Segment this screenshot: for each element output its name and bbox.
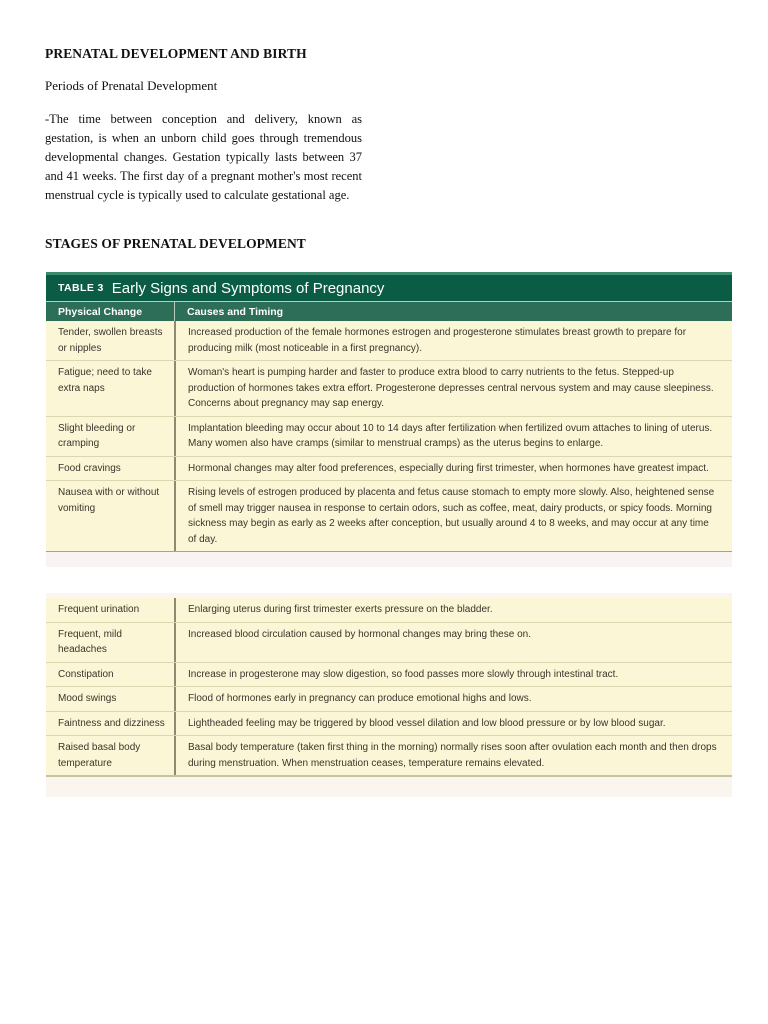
stages-heading: STAGES OF PRENATAL DEVELOPMENT bbox=[45, 236, 306, 251]
physical-change-cell: Food cravings bbox=[58, 462, 121, 474]
causes-timing-cell: Flood of hormones early in pregnancy can produce emotional highs and lows. bbox=[174, 687, 732, 711]
causes-timing-cell: Rising levels of estrogen produced by placenta and fetus cause stomach to empty more slowly. Also, heightened sense of smell may trigger nausea in response to certain odors, such as coffee, meat, dairy products, or spicy foods. Morning sickness may begin as early as 2 weeks after conception, but usually around 4 to 8 weeks, and may occur at any time of day. bbox=[174, 481, 732, 551]
table-row bbox=[46, 360, 732, 416]
table-row bbox=[46, 686, 732, 711]
physical-change-cell: Frequent urination bbox=[58, 604, 140, 615]
physical-change-cell: Frequent, mild headaches bbox=[58, 628, 122, 655]
physical-change-cell: Nausea with or without vomiting bbox=[58, 487, 160, 514]
physical-change-cell: Fatigue; need to take extra naps bbox=[58, 367, 152, 394]
physical-change-cell: Faintness and dizziness bbox=[58, 717, 165, 729]
table-row bbox=[46, 416, 732, 456]
causes-timing-cell: Woman's heart is pumping harder and faster to produce extra blood to carry nutrients to the fetus. Stepped-up production of hormones takes extra effort. Progesterone depresses central nervous system and may cause sleepiness. Concerns about pregnancy may sap energy. bbox=[174, 361, 732, 416]
table-body-part2 bbox=[46, 598, 732, 777]
table-footer-strip bbox=[46, 552, 732, 567]
table-row bbox=[46, 321, 732, 360]
pregnancy-symptoms-table-continued bbox=[46, 593, 732, 797]
pregnancy-symptoms-table bbox=[46, 272, 732, 567]
table-row bbox=[46, 735, 732, 775]
table-body-part1 bbox=[46, 321, 732, 552]
table-row bbox=[46, 480, 732, 551]
physical-change-cell: Tender, swollen breasts or nipples bbox=[58, 327, 163, 354]
causes-timing-cell: Increased blood circulation caused by hormonal changes may bring these on. bbox=[174, 623, 732, 662]
causes-timing-cell: Basal body temperature (taken first thing in the morning) normally rises soon after ovulation each month and then drops during menstruation. When menstruation ceases, temperature remains elevated. bbox=[174, 736, 732, 775]
table-title: Early Signs and Symptoms of Pregnancy bbox=[111, 279, 385, 297]
table-row bbox=[46, 662, 732, 687]
table-row bbox=[46, 622, 732, 662]
header-physical-change: Physical Change bbox=[58, 305, 143, 318]
table-row bbox=[46, 456, 732, 481]
physical-change-cell: Slight bleeding or cramping bbox=[58, 422, 136, 449]
table-number: TABLE 3 bbox=[58, 282, 104, 294]
causes-timing-cell: Increased production of the female hormones estrogen and progesterone stimulates breast growth to prepare for producing milk (most noticeable in a first pregnancy). bbox=[174, 321, 732, 360]
table-title-bar bbox=[46, 272, 732, 301]
gestation-paragraph: -The time between conception and delivery, known as gestation, is when an unborn child goes through tremendous developmental changes. Gestation typically lasts between 37 and 41 weeks. The first day of a pregnant mother's most recent menstrual cycle is typically used to calculate gestational age. bbox=[45, 112, 362, 202]
physical-change-cell: Mood swings bbox=[58, 693, 117, 704]
header-causes-timing: Causes and Timing bbox=[174, 302, 732, 321]
causes-timing-cell: Implantation bleeding may occur about 10 to 14 days after fertilization when fertilized ovum attaches to lining of uterus. Many women also have cramps (similar to menstrual cramps) as the uterus begins to enlarge. bbox=[174, 417, 732, 456]
causes-timing-cell: Enlarging uterus during first trimester exerts pressure on the bladder. bbox=[174, 598, 732, 622]
table-row bbox=[46, 598, 732, 622]
section-subheading: Periods of Prenatal Development bbox=[45, 78, 218, 93]
document-title: PRENATAL DEVELOPMENT AND BIRTH bbox=[45, 46, 307, 61]
causes-timing-cell: Hormonal changes may alter food preferences, especially during first trimester, when hormones have greatest impact. bbox=[174, 457, 732, 481]
causes-timing-cell: Lightheaded feeling may be triggered by blood vessel dilation and low blood pressure or by low blood sugar. bbox=[174, 712, 732, 736]
physical-change-cell: Raised basal body temperature bbox=[58, 742, 141, 769]
table-header-row bbox=[46, 301, 732, 321]
physical-change-cell: Constipation bbox=[58, 668, 114, 680]
causes-timing-cell: Increase in progesterone may slow digestion, so food passes more slowly through intestinal tract. bbox=[174, 663, 732, 687]
table-row bbox=[46, 711, 732, 736]
